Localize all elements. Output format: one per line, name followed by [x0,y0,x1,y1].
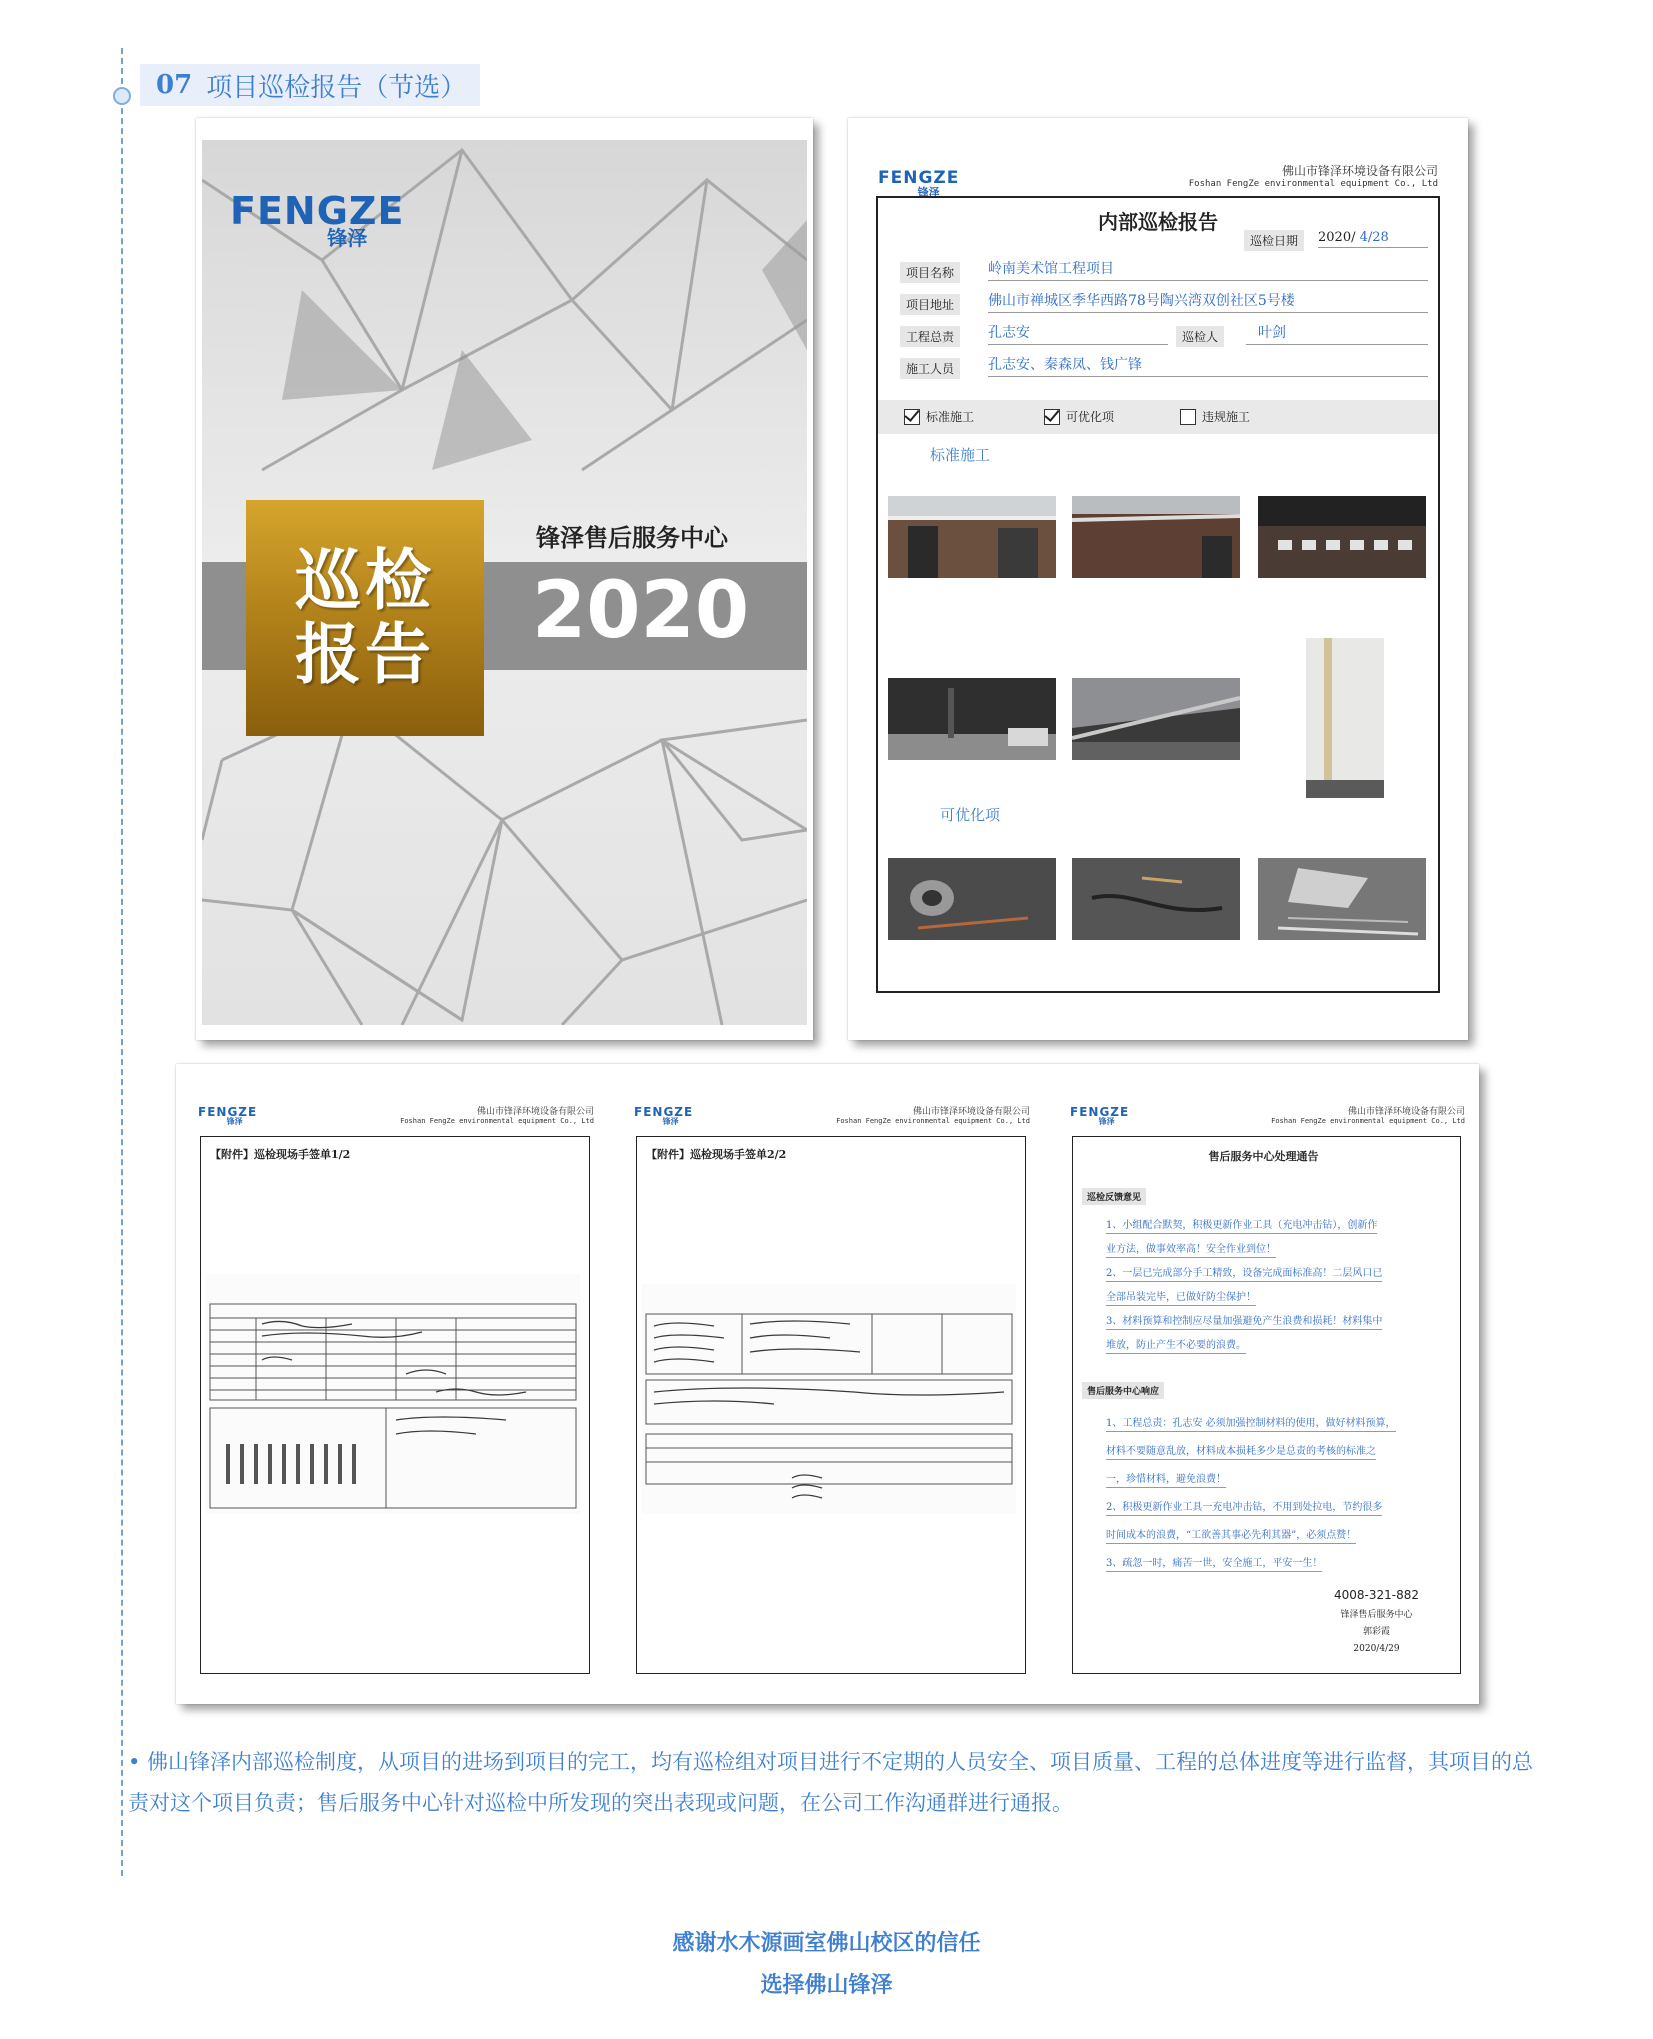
project-name-label: 项目名称 [900,262,960,283]
service-phone: 4008-321-882 [1333,1588,1419,1602]
section-title: 项目巡检报告（节选） [206,72,467,103]
section-number: 07 [156,70,193,100]
date-year: 2020/ [1318,230,1356,245]
attachment2-logo [634,1106,693,1126]
feedback-line-3: 2、一层已完成部分手工精致，设备完成面标准高！二层风口已 [1106,1264,1382,1282]
cover-background [202,140,807,1025]
signed-form-scan-2 [642,1284,1016,1514]
signer-name: 郭彩霞 [1362,1626,1390,1637]
feedback-heading: 巡检反馈意见 [1082,1188,1146,1205]
footer-slogan: 选择佛山锋泽 [760,1972,893,1998]
report-logo [878,170,959,198]
company-name-cn: 佛山市锋泽环境设备有限公司 [1281,164,1438,178]
response-line-2: 材料不要随意乱放，材料成本损耗多少是总责的考核的标准之 [1106,1442,1376,1460]
logo-wordmark: FENGZE [230,189,405,233]
logo-wordmark: FENGZE [1070,1105,1130,1119]
cover-logo [230,189,405,250]
inspector-label: 巡检人 [1176,326,1224,347]
response-line-3: 一，珍惜材料，避免浪费！ [1106,1470,1226,1488]
checkbox-violation-box[interactable] [1180,409,1196,425]
cover-title-line1: 巡检 [295,541,435,620]
workers-label: 施工人员 [900,358,960,379]
feedback-line-2: 业方法，做事效率高！安全作业到位！ [1106,1240,1276,1258]
checkbox-standard[interactable] [904,408,974,425]
service-dept: 锋泽售后服务中心 [1340,1609,1413,1620]
signed-form-scan-1 [206,1274,580,1514]
date-label: 巡检日期 [1244,230,1304,251]
logo-chinese: 锋泽 [226,1117,243,1126]
address-label: 项目地址 [900,294,960,315]
response-line-6: 3、疏忽一时，痛苦一世，安全施工，平安一生！ [1106,1554,1322,1572]
notice-title: 售后服务中心处理通告 [1208,1150,1319,1163]
response-line-5: 时间成本的浪费，“工欲善其事必先利其器”，必须点赞！ [1106,1526,1356,1544]
cover-title-block [246,500,484,736]
timeline-dashed-line [121,48,123,1876]
checkbox-optimize-label: 可优化项 [1066,410,1115,424]
logo-chinese: 锋泽 [1098,1117,1115,1126]
company-name-cn: 佛山市锋泽环境设备有限公司 [476,1107,594,1117]
notice-date: 2020/4/29 [1353,1643,1400,1654]
checkbox-optimize-box[interactable] [1044,409,1060,425]
cover-year: 2020 [532,566,750,656]
feedback-line-6: 堆放，防止产生不必要的浪费。 [1106,1336,1246,1354]
company-name-cn: 佛山市锋泽环境设备有限公司 [1347,1107,1465,1117]
site-photo-6 [1306,638,1384,798]
optimize-photo-3 [1258,858,1426,940]
section-standard-heading: 标准施工 [930,446,991,464]
company-name-en: Foshan FengZe environmental equipment Co., Ltd [836,1117,1030,1125]
attachment2-company-header [836,1104,1030,1125]
company-name-cn: 佛山市锋泽环境设备有限公司 [912,1107,1030,1117]
footer-thanks: 感谢水木源画室佛山校区的信任 [672,1930,981,1956]
project-name-value: 岭南美术馆工程项目 [988,258,1428,281]
notice-signature-block [1334,1584,1419,1658]
manager-value: 孔志安 [988,322,1168,345]
inspector-value: 叶剑 [1246,322,1428,345]
cover-service-center: 锋泽售后服务中心 [536,524,728,552]
attachments-spread [176,1064,1479,1704]
report-cover-page [196,118,813,1040]
company-name-en: Foshan FengZe environmental equipment Co., Ltd [1188,179,1438,189]
logo-chinese: 锋泽 [662,1117,679,1126]
logo-chinese: 锋泽 [917,186,940,199]
logo-wordmark: FENGZE [634,1105,694,1119]
workers-value: 孔志安、秦森凤、钱广锋 [988,354,1428,377]
attachment1-logo [198,1106,257,1126]
manager-label: 工程总责 [900,326,960,347]
feedback-line-1: 1、小组配合默契，积极更新作业工具（充电冲击钻），创新作 [1106,1216,1377,1234]
section-optimize-heading: 可优化项 [940,806,1001,824]
response-heading: 售后服务中心响应 [1082,1382,1164,1399]
service-notice-page [1048,1064,1479,1704]
company-name-en: Foshan FengZe environmental equipment Co., Ltd [400,1117,594,1125]
site-photo-3 [1258,496,1426,578]
feedback-line-4: 全部吊装完毕，已做好防尘保护！ [1106,1288,1256,1306]
logo-chinese: 锋泽 [327,226,368,250]
logo-wordmark: FENGZE [198,1105,258,1119]
logo-wordmark: FENGZE [878,168,960,188]
company-name-en: Foshan FengZe environmental equipment Co., Ltd [1271,1117,1465,1125]
feedback-line-5: 3、材料预算和控制应尽量加强避免产生浪费和损耗！材料集中 [1106,1312,1382,1330]
description-paragraph: • 佛山锋泽内部巡检制度，从项目的进场到项目的完工，均有巡检组对项目进行不定期的人员安全、项目质量、工程的总体进度等进行监督，其项目的总责对这个项目负责；售后服务中心针对巡检中所发现的突出表现或问题，在公司工作沟通群进行通报。 [128,1750,1534,1815]
date-month-day: 4/28 [1359,230,1389,245]
report-title: 内部巡检报告 [1098,210,1218,234]
attachment1-title: 【附件】巡检现场手签单1/2 [210,1148,351,1161]
report-company-header [1189,162,1438,189]
date-value [1318,230,1428,248]
optimize-photo-2 [1072,858,1240,940]
cover-title-line2: 报告 [295,615,435,693]
site-photo-1 [888,496,1056,578]
checkbox-standard-box[interactable] [904,409,920,425]
address-value: 佛山市禅城区季华西路78号陶兴湾双创社区5号楼 [988,290,1428,313]
attachment2-title: 【附件】巡检现场手签单2/2 [646,1148,787,1161]
checkbox-standard-label: 标准施工 [926,410,975,424]
notice-logo [1070,1106,1129,1126]
optimize-photo-1 [888,858,1056,940]
timeline-dot [113,87,131,105]
checkbox-optimize[interactable] [1044,408,1114,425]
response-line-4: 2、积极更新作业工具一充电冲击钻，不用到处拉电，节约很多 [1106,1498,1382,1516]
site-photo-4 [888,678,1056,760]
internal-inspection-report-page [848,118,1468,1040]
attachment1-company-header [400,1104,594,1125]
attachment-page-1 [176,1064,608,1704]
section-heading [140,64,480,106]
checkbox-violation-label: 违规施工 [1202,410,1251,424]
attachment-page-2 [612,1064,1044,1704]
site-photo-5 [1072,678,1240,760]
checkbox-violation[interactable] [1180,408,1250,425]
response-line-1: 1、工程总责：孔志安 必须加强控制材料的使用，做好材料预算， [1106,1414,1396,1432]
site-photo-2 [1072,496,1240,578]
notice-company-header [1271,1104,1465,1125]
